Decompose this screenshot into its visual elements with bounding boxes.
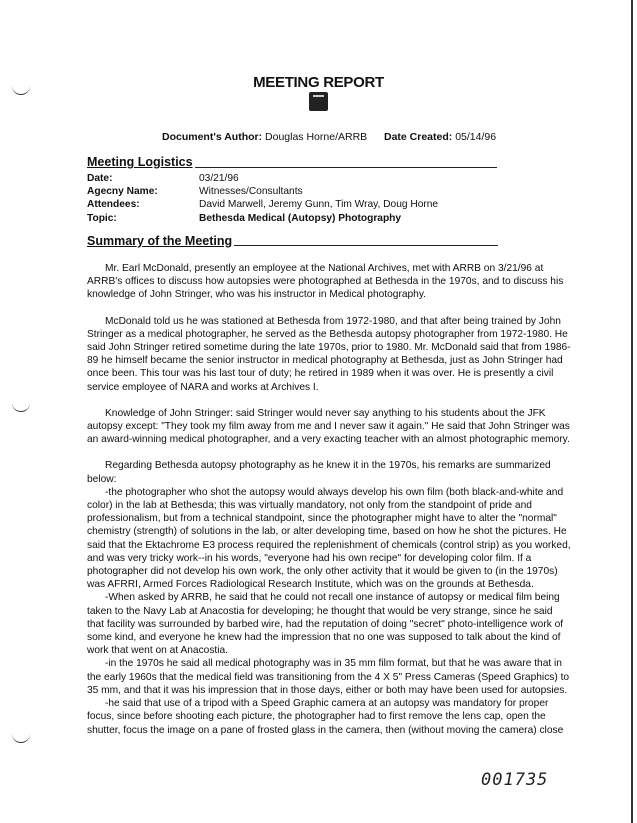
logistics-row-date <box>87 172 438 185</box>
document-number-stamp: 001735 <box>481 770 549 790</box>
paragraph-regarding: Regarding Bethesda autopsy photography as he knew it in the 1970s, his remarks are summarized below: <box>87 460 551 485</box>
row-value: Bethesda Medical (Autopsy) Photography <box>199 212 402 224</box>
binder-hole-mark <box>12 86 30 95</box>
row-value: David Marwell, Jeremy Gunn, Tim Wray, Doug Horne <box>199 199 439 211</box>
logistics-table <box>87 172 438 225</box>
row-label: Topic: <box>87 212 117 224</box>
page-edge <box>631 0 633 823</box>
summary-rule <box>234 245 498 246</box>
author-label: Document's Author: <box>162 131 263 143</box>
logistics-rule <box>195 167 497 168</box>
bullet-35mm: -in the 1970s he said all medical photography was in 35 mm film format, but that he was aware that in the early 1960s that the medical field was transitioning from the 4 X 5" Press Cameras (Speed Graphics) to 35 mm, and that it was his impression that in those days, either or both may have been used for autopsies. <box>87 658 570 696</box>
bullet-anacostia: -When asked by ARRB, he said that he could not recall one instance of autopsy or medical film being taken to the Navy Lab at Anacostia for developing; he thought that would be very strange, since he said that facility was surrounded by barbed wire, had the reputation of doing "secret" photo-intelligence work of some kind, and everyone he knew had the impression that no one was supposed to talk about the kind of work that went on at Anacostia. <box>87 592 564 657</box>
paragraph-stringer: Knowledge of John Stringer: said Stringer would never say anything to his students about the JFK autopsy except: "They took my film away from me and I never saw it again." He said that John Stringer was an award-winning medical photographer, and a very exacting teacher with an almost photographic memory. <box>87 407 570 446</box>
created-label: Date Created: <box>384 131 453 143</box>
author-value: Douglas Horne/ARRB <box>265 131 368 143</box>
bullet-develop-film: -the photographer who shot the autopsy would always develop his own film (both black-and-white and color) in the lab at Bethesda; this was virtually mandatory, not only from the standpoint of pride and professionalism, but from a technical standpoint, since the photographer might have to alter the "normal" chemistry (strength) of solutions in the lab, or alter developing time, based on how he shot the pictures. He said that the Ektachrome E3 process required the replenishment of chemicals (control strip) as you worked, and was very tricky work--in his words, "everyone had his own recipe" for developing color film. If a photographer did not develop his own work, the only other activity that it would be given to (in the 1970s) was AFRRI, Armed Forces Radiological Research Institute, which was on the grounds at Bethesda. <box>87 486 571 591</box>
summary-body <box>87 262 571 737</box>
arrb-seal-icon <box>309 92 328 111</box>
bullet-tripod: -he said that use of a tripod with a Speed Graphic camera at an autopsy was mandatory for proper focus, since before shooting each picture, the photographer had to first remove the lens cap, open the shutter, focus the image on a pane of frosted glass in the camera, then (without moving the camera) close <box>87 698 564 736</box>
row-label: Agecny Name: <box>87 186 158 198</box>
report-title: MEETING REPORT <box>253 74 384 91</box>
row-value: 03/21/96 <box>199 173 239 184</box>
logistics-row-topic <box>87 212 438 225</box>
logistics-row-agency <box>87 185 438 198</box>
row-value: Witnesses/Consultants <box>199 186 303 198</box>
paragraph-intro: Mr. Earl McDonald, presently an employee at the National Archives, met with ARRB on 3/21/96 at ARRB's offices to discuss how autopsies were photographed at Bethesda in the 1970s, and to discuss his knowledge of John Stringer, who was his instructor in Medical photography. <box>87 263 564 301</box>
row-label: Attendees: <box>87 199 140 211</box>
row-label: Date: <box>87 173 113 184</box>
date-created-line <box>384 131 496 143</box>
paragraph-mcdonald: McDonald told us he was stationed at Bethesda from 1972-1980, and that after being trained by John Stringer as a medical photographer, he served as the Bethesda autopsy photographer from 1972-1980. He said John Stringer retired sometime during the late 1970s, prior to 1980. Mr. McDonald said that from 1986-89 he himself became the senior instructor in medical photography at Bethesda, just as John Stringer had once been. This tour was his last tour of duty; he retired in 1989 when it was over. He is presently a civil service employee of NARA and works at Archives I. <box>87 315 571 393</box>
logistics-row-attendees <box>87 198 438 211</box>
binder-hole-mark <box>12 734 30 743</box>
logistics-heading: Meeting Logistics <box>87 155 193 169</box>
binder-hole-mark <box>12 403 30 412</box>
created-value: 05/14/96 <box>455 131 497 143</box>
summary-heading: Summary of the Meeting <box>87 234 233 248</box>
author-line <box>162 131 367 143</box>
